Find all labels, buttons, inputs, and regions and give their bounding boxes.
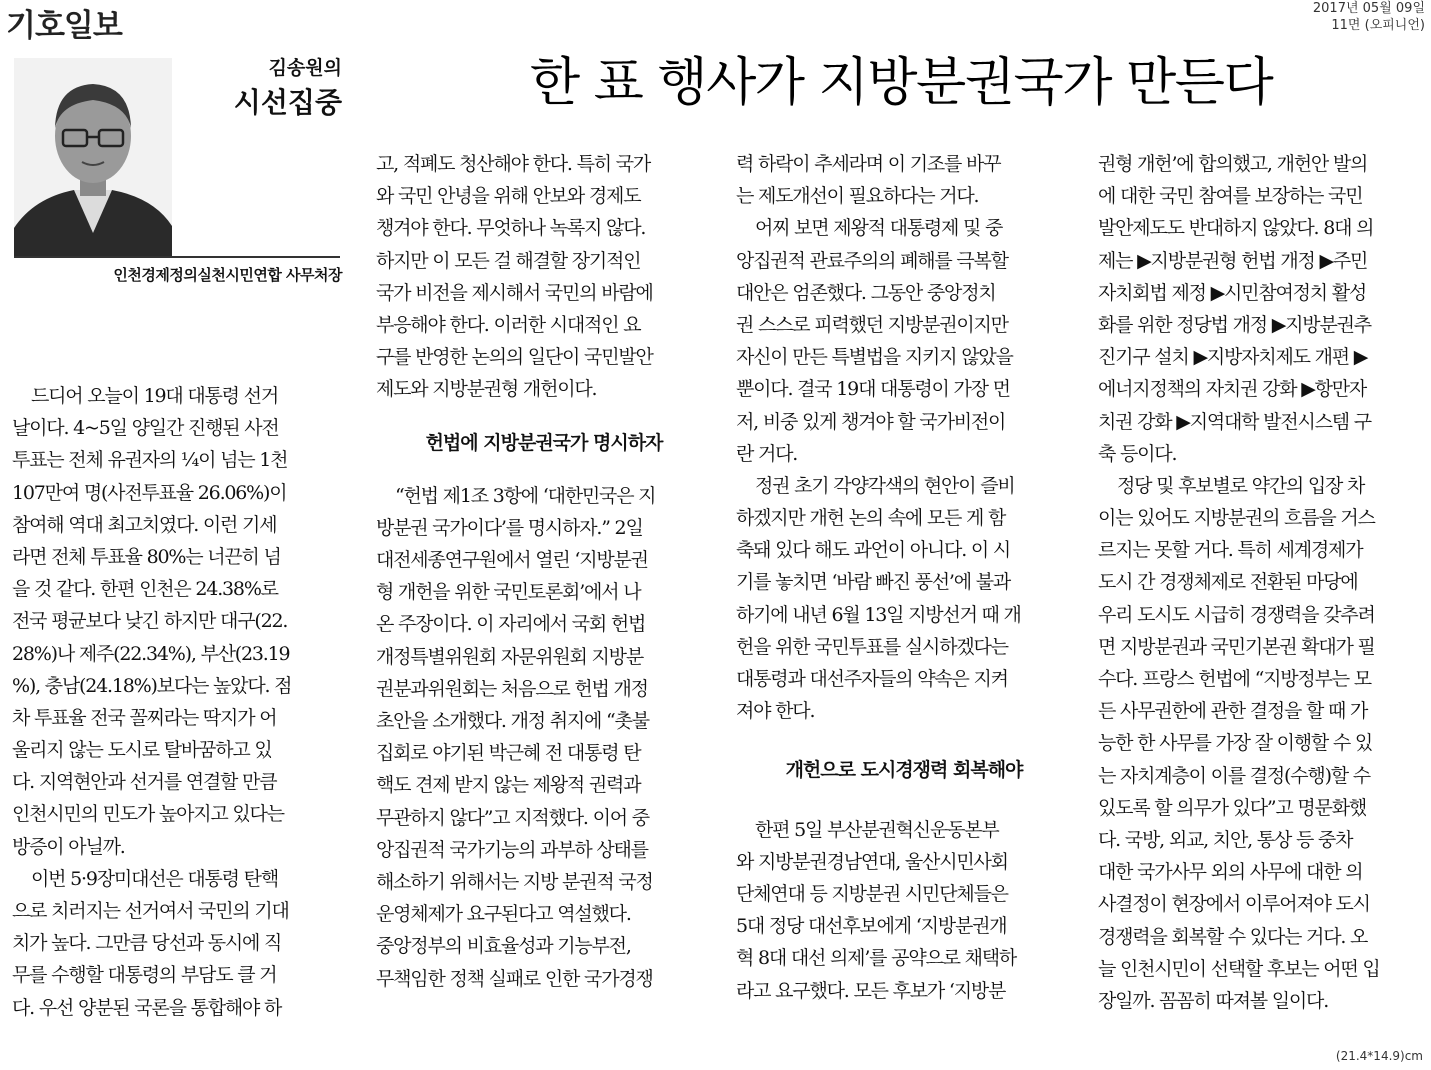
text-line: 챙겨야 한다. 무엇하나 녹록지 않다. <box>376 217 646 240</box>
issue-info <box>1313 0 1425 34</box>
text-line: 든 사무권한에 관한 결정을 할 때 가 <box>1098 700 1368 723</box>
text-line: 운영체제가 요구된다고 역설했다. <box>376 903 631 926</box>
text-line: 한편 5일 부산분권혁신운동본부 <box>755 818 999 841</box>
text-line: 수다. 프랑스 헌법에 “지방정부는 모 <box>1098 668 1371 690</box>
text-line: 와 국민 안녕을 위해 안보와 경제도 <box>376 185 641 208</box>
text-line: 는 제도개선이 필요하다는 거다. <box>736 185 979 208</box>
text-line: 축돼 있다 해도 과언이 아니다. 이 시 <box>736 539 1011 562</box>
text-line: 라고 요구했다. 모든 후보가 ‘지방분 <box>736 979 1006 1002</box>
text-line: 에너지정책의 자치권 강화 ▶항만자 <box>1098 378 1367 401</box>
text-line: 치권 강화 ▶지역대학 발전시스템 구 <box>1098 410 1371 433</box>
text-line: 날이다. 4~5일 양일간 진행된 사전 <box>12 417 279 440</box>
text-line: 고, 적폐도 청산해야 한다. 특히 국가 <box>376 153 651 175</box>
text-line: 축 등이다. <box>1098 442 1177 465</box>
text-line: 르지는 못할 거다. 특히 세계경제가 <box>1098 539 1363 562</box>
text-line: 핵도 견제 받지 않는 제왕적 권력과 <box>376 774 641 797</box>
text-line: 해소하기 위해서는 지방 분권적 국정 <box>376 870 653 893</box>
text-line: 국가 비전을 제시해서 국민의 바람에 <box>376 281 653 304</box>
text-line: 와 지방분권경남연대, 울산시민사회 <box>736 850 1008 873</box>
column-label <box>200 56 342 122</box>
text-line: 우리 도시도 시급히 경쟁력을 갖추려 <box>1098 603 1375 626</box>
text-line: 대전세종연구원에서 열린 ‘지방분권 <box>376 549 648 572</box>
text-line: 투표는 전체 유권자의 ¼이 넘는 1천 <box>12 449 288 472</box>
text-line: 전국 평균보다 낮긴 하지만 대구(22. <box>12 610 288 633</box>
text-line: 권분과위원회는 처음으로 헌법 개정 <box>376 677 648 700</box>
text-line: 무관하지 않다”고 지적했다. 이어 중 <box>376 806 649 829</box>
text-line: 경쟁력을 회복할 수 있다는 거다. 오 <box>1098 925 1368 948</box>
text-line: 28%)나 제주(22.34%), 부산(23.19 <box>12 642 290 665</box>
text-line: 발안제도도 반대하지 않았다. 8대 의 <box>1098 217 1374 240</box>
text-line: 하겠지만 개헌 논의 속에 모든 게 함 <box>736 507 1006 530</box>
text-line: 하기에 내년 6월 13일 지방선거 때 개 <box>736 603 1021 626</box>
text-line: 는 자치계층이 이를 결정(수행)할 수 <box>1098 764 1370 787</box>
text-line: 으로 치러지는 선거여서 국민의 기대 <box>12 900 289 922</box>
text-line: 다. 우선 양분된 국론을 통합해야 하 <box>12 996 282 1019</box>
author-photo <box>14 58 172 256</box>
text-line: 있도록 할 의무가 있다”고 명문화했 <box>1098 796 1367 819</box>
text-line: 사결정이 현장에서 이루어져야 도시 <box>1098 893 1370 916</box>
text-line: 대안은 엄존했다. 그동안 중앙정치 <box>736 281 996 304</box>
text-line: 져야 한다. <box>736 700 815 723</box>
text-line: 다. 지역현안과 선거를 연결할 만큼 <box>12 771 277 794</box>
text-line: 치가 높다. 그만큼 당선과 동시에 직 <box>12 932 282 955</box>
text-line: 면 지방분권과 국민기본권 확대가 필 <box>1098 635 1375 658</box>
subheading: 개헌으로 도시경쟁력 회복해야 <box>785 759 1023 782</box>
text-line: 능한 한 사무를 가장 잘 이행할 수 있 <box>1098 732 1373 755</box>
text-line: 자신이 만든 특별법을 지키지 않았을 <box>736 346 1013 369</box>
text-line: 초안을 소개했다. 개정 취지에 “촛불 <box>376 710 649 732</box>
text-line: 저, 비중 있게 챙겨야 할 국가비전이 <box>736 410 1006 433</box>
text-line: 다. 국방, 외교, 치안, 통상 등 중차 <box>1098 828 1353 851</box>
text-line: 라면 전체 투표율 80%는 너끈히 넘 <box>12 545 281 568</box>
text-line: 을 것 같다. 한편 인천은 24.38%로 <box>12 578 278 601</box>
text-line: 헌을 위한 국민투표를 실시하겠다는 <box>736 635 1008 658</box>
text-line: 온 주장이다. 이 자리에서 국회 헌법 <box>376 613 646 636</box>
text-line: 방분권 국가이다’를 명시하자.” 2일 <box>376 516 643 539</box>
text-line: 중앙정부의 비효율성과 기능부전, <box>376 935 631 958</box>
text-line: 에 대한 국민 참여를 보장하는 국민 <box>1098 185 1363 208</box>
text-line: 어찌 보면 제왕적 대통령제 및 중 <box>755 217 1003 240</box>
article-column-2 <box>376 148 712 995</box>
text-line: 인천시민의 민도가 높아지고 있다는 <box>12 803 284 826</box>
text-line: 무를 수행할 대통령의 부담도 클 거 <box>12 964 277 987</box>
newspaper-masthead: 기호일보 <box>6 8 122 44</box>
text-line: 무책임한 정책 실패로 인한 국가경쟁 <box>376 967 653 990</box>
author-portrait-illustration <box>14 58 172 256</box>
text-line: 구를 반영한 논의의 일단이 국민발안 <box>376 346 653 369</box>
text-line: 형 개헌을 위한 국민토론회’에서 나 <box>376 581 641 604</box>
text-line: 권 스스로 피력했던 지방분권이지만 <box>736 313 1008 336</box>
text-line: 늘 인천시민이 선택할 후보는 어떤 입 <box>1098 957 1380 980</box>
text-line: 정당 및 후보별로 약간의 입장 차 <box>1117 474 1365 497</box>
text-line: 방증이 아닐까. <box>12 835 125 858</box>
text-line: 이는 있어도 지방분권의 흐름을 거스 <box>1098 507 1375 530</box>
text-line: 하지만 이 모든 걸 해결할 장기적인 <box>376 249 641 272</box>
text-line: 기를 놓치면 ‘바람 빠진 풍선’에 불과 <box>736 571 1011 594</box>
text-line: 집회로 야기된 박근혜 전 대통령 탄 <box>376 742 641 765</box>
article-column-4 <box>1098 148 1431 1017</box>
text-line: 장일까. 꼼꼼히 따져볼 일이다. <box>1098 989 1329 1012</box>
text-line: 정권 초기 각양각색의 현안이 즐비 <box>755 474 1015 497</box>
text-line: 화를 위한 정당법 개정 ▶지방분권추 <box>1098 313 1371 336</box>
article-column-3 <box>736 148 1072 1007</box>
text-line: 제도와 지방분권형 개헌이다. <box>376 378 597 401</box>
column-author: 김송원의 <box>268 57 342 79</box>
text-line: 도시 간 경쟁체제로 전환된 마당에 <box>1098 571 1358 594</box>
divider <box>14 256 340 258</box>
text-line: 차 투표율 전국 꼴찌라는 딱지가 어 <box>12 706 277 729</box>
text-line: 자치회법 제정 ▶시민참여정치 활성 <box>1098 281 1367 304</box>
text-line: 5대 정당 대선후보에게 ‘지방분권개 <box>736 915 1007 938</box>
text-line: 진기구 설치 ▶지방자치제도 개편 ▶ <box>1098 346 1368 369</box>
column-series-title: 시선집중 <box>233 86 342 119</box>
subheading: 헌법에 지방분권국가 명시하자 <box>425 431 663 454</box>
text-line: 대한 국가사무 외의 사무에 대한 의 <box>1098 861 1363 884</box>
article-headline: 한 표 행사가 지방분권국가 만든다 <box>529 53 1273 113</box>
article-size-note: (21.4*14.9)cm <box>1335 1049 1423 1063</box>
author-affiliation: 인천경제정의실천시민연합 사무처장 <box>113 266 342 284</box>
text-line: 드디어 오늘이 19대 대통령 선거 <box>31 385 278 407</box>
text-line: 뿐이다. 결국 19대 대통령이 가장 먼 <box>736 378 1010 401</box>
text-line: 단체연대 등 지방분권 시민단체들은 <box>736 882 1008 905</box>
text-line: 이번 5·9장미대선은 대통령 탄핵 <box>31 867 278 890</box>
text-line: 제는 ▶지방분권형 헌법 개정 ▶주민 <box>1098 249 1368 272</box>
text-line: 대통령과 대선주자들의 약속은 지켜 <box>736 668 1008 690</box>
text-line: 울리지 않는 도시로 탈바꿈하고 있 <box>12 739 272 762</box>
text-line: 혁 8대 대선 의제’를 공약으로 채택하 <box>736 947 1017 970</box>
article-column-1 <box>12 380 348 1024</box>
text-line: 권형 개헌’에 합의했고, 개헌안 발의 <box>1098 153 1368 175</box>
text-line: 란 거다. <box>736 442 798 465</box>
text-line: 107만여 명(사전투표율 26.06%)이 <box>12 481 287 504</box>
text-line: 참여해 역대 최고치였다. 이런 기세 <box>12 513 277 536</box>
text-line: 앙집권적 관료주의의 폐해를 극복할 <box>736 249 1008 272</box>
text-line: 부응해야 한다. 이러한 시대적인 요 <box>376 313 641 336</box>
text-line: %), 충남(24.18%)보다는 높았다. 점 <box>12 674 292 697</box>
text-line: 개정특별위원회 자문위원회 지방분 <box>376 645 643 668</box>
issue-page: 11면 (오피니언) <box>1331 18 1425 33</box>
text-line: 력 하락이 추세라며 이 기조를 바꾸 <box>736 153 1001 175</box>
text-line: 앙집권적 국가기능의 과부하 상태를 <box>376 838 648 861</box>
text-line: “헌법 제1조 3항에 ‘대한민국은 지 <box>395 484 656 507</box>
issue-date: 2017년 05월 09일 <box>1312 1 1425 16</box>
